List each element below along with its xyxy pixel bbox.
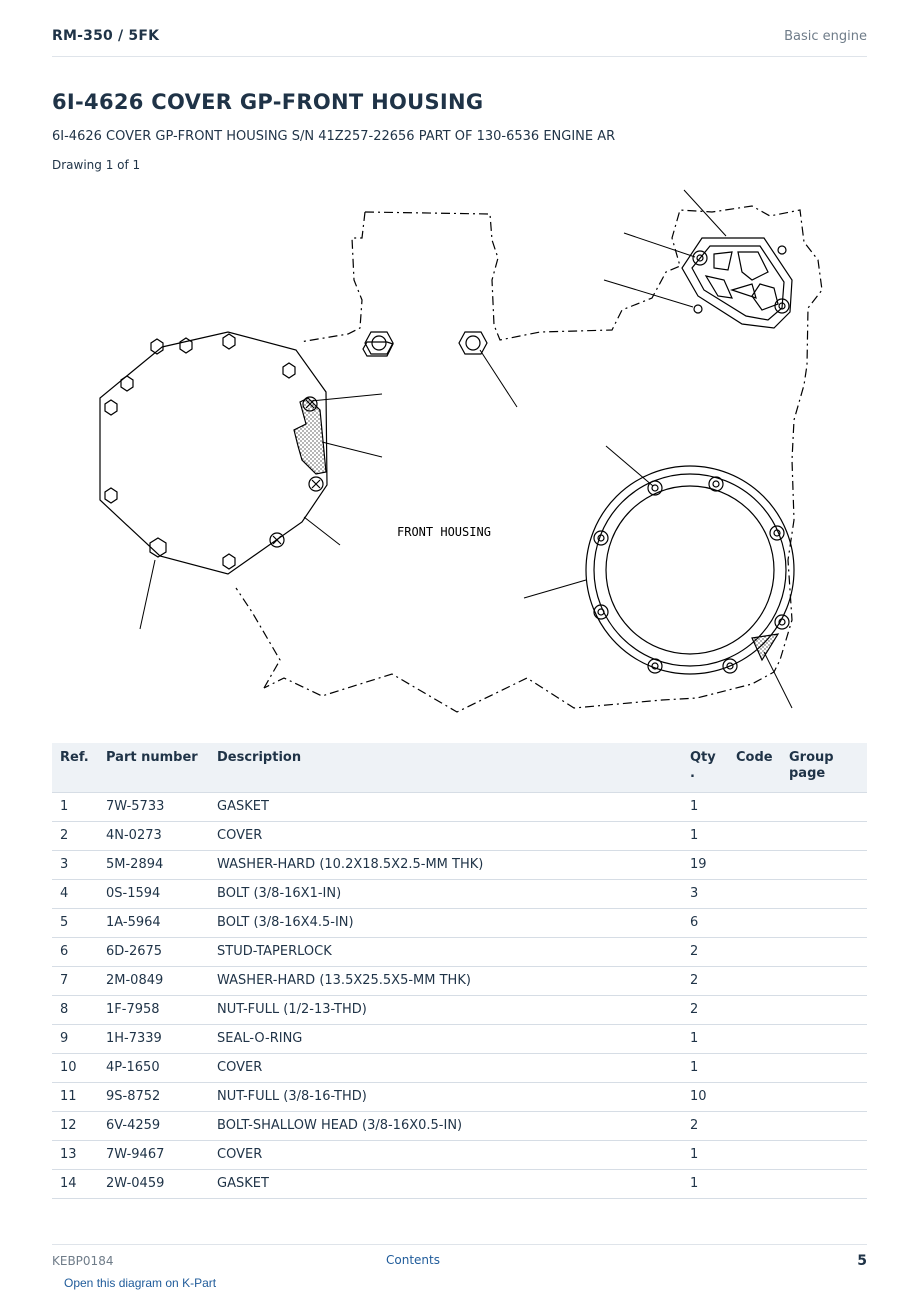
col-qty: Qty . (682, 743, 728, 792)
table-row (52, 850, 867, 879)
table-row (52, 995, 867, 1024)
cell-ref: 13 (52, 1140, 98, 1169)
cell-part-number: 7W-9467 (98, 1140, 209, 1169)
cell-code (728, 1082, 781, 1111)
cell-part-number: 1F-7958 (98, 995, 209, 1024)
cell-group-page (781, 1169, 867, 1198)
cover-bolts (105, 334, 323, 569)
cell-description: SEAL-O-RING (209, 1024, 682, 1053)
cell-qty: 10 (682, 1082, 728, 1111)
cell-code (728, 879, 781, 908)
cell-qty: 1 (682, 1024, 728, 1053)
cell-qty: 2 (682, 995, 728, 1024)
table-row (52, 879, 867, 908)
col-part-number: Part number (98, 743, 209, 792)
cell-code (728, 1169, 781, 1198)
page-subtitle: 6I-4626 COVER GP-FRONT HOUSING S/N 41Z257-22656 PART OF 130-6536 ENGINE AR (52, 129, 616, 144)
table-row (52, 792, 867, 821)
table-row (52, 1140, 867, 1169)
small-cover (682, 238, 792, 328)
cell-part-number: 0S-1594 (98, 879, 209, 908)
cell-ref: 4 (52, 879, 98, 908)
cell-qty: 19 (682, 850, 728, 879)
cell-ref: 8 (52, 995, 98, 1024)
cell-code (728, 1140, 781, 1169)
octagonal-cover (100, 332, 327, 574)
table-row (52, 1111, 867, 1140)
cell-description: BOLT (3/8-16X4.5-IN) (209, 908, 682, 937)
table-row (52, 937, 867, 966)
table-row (52, 966, 867, 995)
round-cover (586, 466, 794, 674)
cell-description: BOLT-SHALLOW HEAD (3/8-16X0.5-IN) (209, 1111, 682, 1140)
cell-code (728, 966, 781, 995)
cell-description: COVER (209, 1140, 682, 1169)
cell-part-number: 1A-5964 (98, 908, 209, 937)
cell-part-number: 4P-1650 (98, 1053, 209, 1082)
cell-qty: 1 (682, 1140, 728, 1169)
page-number: 5 (857, 1253, 867, 1269)
cell-part-number: 4N-0273 (98, 821, 209, 850)
cell-ref: 10 (52, 1053, 98, 1082)
cell-group-page (781, 1111, 867, 1140)
cell-description: COVER (209, 821, 682, 850)
cell-group-page (781, 937, 867, 966)
table-row (52, 1082, 867, 1111)
cell-part-number: 5M-2894 (98, 850, 209, 879)
housing-nuts (363, 332, 487, 356)
cell-code (728, 850, 781, 879)
cell-group-page (781, 879, 867, 908)
cell-qty: 1 (682, 1053, 728, 1082)
model-label: RM-350 / 5FK (52, 28, 160, 44)
table-row (52, 1169, 867, 1198)
cell-group-page (781, 1140, 867, 1169)
page-footer (52, 1244, 867, 1271)
cell-qty: 6 (682, 908, 728, 937)
cell-ref: 3 (52, 850, 98, 879)
document-id: KEBP0184 (52, 1254, 114, 1268)
cell-qty: 1 (682, 1169, 728, 1198)
cell-group-page (781, 1082, 867, 1111)
cell-part-number: 9S-8752 (98, 1082, 209, 1111)
cell-part-number: 7W-5733 (98, 792, 209, 821)
cell-description: NUT-FULL (1/2-13-THD) (209, 995, 682, 1024)
cell-ref: 6 (52, 937, 98, 966)
cell-ref: 1 (52, 792, 98, 821)
cell-part-number: 6D-2675 (98, 937, 209, 966)
cell-group-page (781, 792, 867, 821)
cell-group-page (781, 821, 867, 850)
cell-qty: 2 (682, 937, 728, 966)
cell-part-number: 2M-0849 (98, 966, 209, 995)
cell-ref: 7 (52, 966, 98, 995)
cell-group-page (781, 850, 867, 879)
cell-ref: 9 (52, 1024, 98, 1053)
cell-part-number: 6V-4259 (98, 1111, 209, 1140)
cell-group-page (781, 1053, 867, 1082)
parts-table (52, 743, 867, 1199)
open-diagram-link[interactable]: Open this diagram on K-Part (64, 1276, 217, 1290)
page-title: 6I-4626 COVER GP-FRONT HOUSING (52, 90, 484, 114)
cell-description: GASKET (209, 792, 682, 821)
contents-link[interactable]: Contents (386, 1253, 440, 1267)
table-row (52, 1024, 867, 1053)
cell-qty: 2 (682, 966, 728, 995)
cell-qty: 3 (682, 879, 728, 908)
cell-ref: 2 (52, 821, 98, 850)
cell-group-page (781, 908, 867, 937)
cell-code (728, 1024, 781, 1053)
col-ref: Ref. (52, 743, 98, 792)
cell-code (728, 821, 781, 850)
table-row (52, 908, 867, 937)
cell-group-page (781, 966, 867, 995)
section-label: Basic engine (784, 29, 867, 44)
col-code: Code (728, 743, 781, 792)
cell-description: GASKET (209, 1169, 682, 1198)
cell-group-page (781, 995, 867, 1024)
cell-description: BOLT (3/8-16X1-IN) (209, 879, 682, 908)
table-header-row (52, 743, 867, 792)
cell-description: STUD-TAPERLOCK (209, 937, 682, 966)
table-row (52, 821, 867, 850)
cell-group-page (781, 1024, 867, 1053)
front-housing-label: FRONT HOUSING (397, 525, 491, 539)
cell-description: COVER (209, 1053, 682, 1082)
cell-code (728, 1053, 781, 1082)
cell-ref: 5 (52, 908, 98, 937)
leader-lines (140, 190, 792, 708)
cell-ref: 11 (52, 1082, 98, 1111)
cell-code (728, 937, 781, 966)
col-description: Description (209, 743, 682, 792)
cell-description: WASHER-HARD (10.2X18.5X2.5-MM THK) (209, 850, 682, 879)
table-row (52, 1053, 867, 1082)
cell-description: NUT-FULL (3/8-16-THD) (209, 1082, 682, 1111)
cell-ref: 12 (52, 1111, 98, 1140)
cell-qty: 1 (682, 792, 728, 821)
page-header (52, 28, 867, 57)
cell-ref: 14 (52, 1169, 98, 1198)
cell-code (728, 908, 781, 937)
drawing-count: Drawing 1 of 1 (52, 158, 141, 172)
cell-part-number: 2W-0459 (98, 1169, 209, 1198)
cell-qty: 1 (682, 821, 728, 850)
cell-code (728, 995, 781, 1024)
cell-description: WASHER-HARD (13.5X25.5X5-MM THK) (209, 966, 682, 995)
cell-code (728, 1111, 781, 1140)
col-group-page: Group page (781, 743, 867, 792)
cell-code (728, 792, 781, 821)
cell-qty: 2 (682, 1111, 728, 1140)
cell-part-number: 1H-7339 (98, 1024, 209, 1053)
parts-diagram (52, 180, 867, 720)
